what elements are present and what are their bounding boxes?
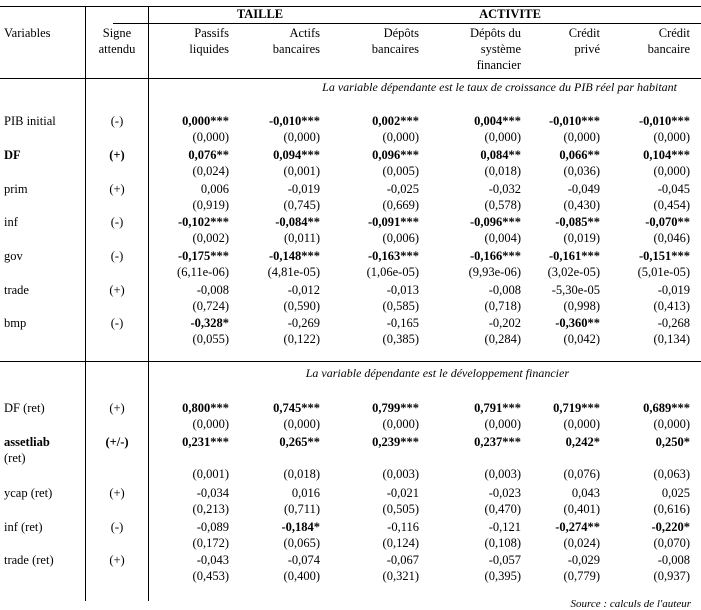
- coefficient-cell: 0,104***: [643, 148, 690, 162]
- coefficient-cell: -0,165: [386, 316, 419, 330]
- coefficient-cell: 0,799***: [372, 401, 419, 415]
- coefficient-cell: 0,265**: [279, 435, 320, 449]
- coefficient-cell: -0,274**: [555, 520, 600, 534]
- coefficient-cell: 0,002***: [372, 114, 419, 128]
- coefficient-cell: -0,148***: [268, 249, 320, 263]
- coefficient-cell: -0,008: [196, 283, 229, 297]
- pvalue-cell: (0,000): [382, 130, 419, 144]
- row-expected-sign: (-): [110, 316, 124, 330]
- pvalue-cell: (0,005): [382, 164, 419, 178]
- pvalue-cell: (0,063): [653, 467, 690, 481]
- column-header-line: financier: [476, 58, 521, 72]
- coefficient-cell: 0,237***: [474, 435, 521, 449]
- coefficient-cell: -0,023: [488, 486, 521, 500]
- group-header-taille: TAILLE: [236, 7, 284, 21]
- coefficient-cell: -0,269: [287, 316, 320, 330]
- column-header-line: système: [480, 42, 521, 56]
- column-header-line: privé: [574, 42, 600, 56]
- coefficient-cell: -0,091***: [367, 215, 419, 229]
- pvalue-cell: (0,000): [653, 130, 690, 144]
- row-expected-sign: (-): [110, 520, 124, 534]
- coefficient-cell: -0,021: [386, 486, 419, 500]
- pvalue-cell: (0,401): [563, 502, 600, 516]
- coefficient-cell: 0,745***: [273, 401, 320, 415]
- pvalue-cell: (0,470): [484, 502, 521, 516]
- group-header-activite: ACTIVITE: [479, 7, 541, 21]
- coefficient-cell: -0,049: [567, 182, 600, 196]
- row-expected-sign: (+/-): [105, 435, 129, 449]
- pvalue-cell: (0,004): [484, 231, 521, 245]
- column-header-line: Dépôts: [383, 26, 419, 40]
- coefficient-cell: -0,360**: [555, 316, 600, 330]
- pvalue-cell: (0,000): [192, 417, 229, 431]
- coefficient-cell: -0,074: [287, 553, 320, 567]
- pvalue-cell: (0,001): [192, 467, 229, 481]
- pvalue-cell: (0,585): [382, 299, 419, 313]
- coefficient-cell: -0,032: [488, 182, 521, 196]
- panel2-title: La variable dépendante est le développement financier: [305, 366, 569, 380]
- coefficient-cell: -0,025: [386, 182, 419, 196]
- coefficient-cell: -0,089: [196, 520, 229, 534]
- pvalue-cell: (1,06e-05): [366, 265, 419, 279]
- coefficient-cell: 0,689***: [643, 401, 690, 415]
- pvalue-cell: (0,055): [192, 332, 229, 346]
- pvalue-cell: (0,454): [653, 198, 690, 212]
- coefficient-cell: -0,175***: [177, 249, 229, 263]
- coefficient-cell: -0,045: [657, 182, 690, 196]
- coefficient-cell: -0,029: [567, 553, 600, 567]
- pvalue-cell: (0,001): [283, 164, 320, 178]
- pvalue-cell: (0,616): [653, 502, 690, 516]
- row-variable: ycap (ret): [4, 486, 53, 500]
- coefficient-cell: 0,076**: [188, 148, 229, 162]
- pvalue-cell: (0,919): [192, 198, 229, 212]
- coefficient-cell: -0,010***: [548, 114, 600, 128]
- header-rule: [113, 23, 701, 24]
- pvalue-cell: (4,81e-05): [267, 265, 320, 279]
- row-expected-sign: (-): [110, 215, 124, 229]
- coefficient-cell: -0,161***: [548, 249, 600, 263]
- row-expected-sign: (-): [110, 114, 124, 128]
- panel1-title: La variable dépendante est le taux de croissance du PIB réel par habitant: [322, 80, 677, 94]
- row-variable: trade (ret): [4, 553, 54, 567]
- pvalue-cell: (0,745): [283, 198, 320, 212]
- coefficient-cell: -0,163***: [367, 249, 419, 263]
- coefficient-cell: -0,184*: [281, 520, 320, 534]
- row-variable: DF: [4, 148, 21, 162]
- column-header-line: Crédit: [568, 26, 600, 40]
- pvalue-cell: (0,430): [563, 198, 600, 212]
- pvalue-cell: (0,122): [283, 332, 320, 346]
- coefficient-cell: -0,010***: [268, 114, 320, 128]
- pvalue-cell: (0,779): [563, 569, 600, 583]
- pvalue-cell: (0,036): [563, 164, 600, 178]
- row-expected-sign: (+): [109, 401, 125, 415]
- pvalue-cell: (0,019): [563, 231, 600, 245]
- pvalue-cell: (0,000): [192, 130, 229, 144]
- pvalue-cell: (0,003): [382, 467, 419, 481]
- column-header-line: bancaires: [272, 42, 320, 56]
- pvalue-cell: (0,213): [192, 502, 229, 516]
- column-header-line: Passifs: [194, 26, 229, 40]
- coefficient-cell: -0,013: [386, 283, 419, 297]
- coefficient-cell: -0,019: [287, 182, 320, 196]
- top-rule: [0, 6, 701, 7]
- coefficient-cell: 0,800***: [182, 401, 229, 415]
- row-variable: DF (ret): [4, 401, 45, 415]
- coefficient-cell: -0,034: [196, 486, 229, 500]
- pvalue-cell: (3,02e-05): [547, 265, 600, 279]
- pvalue-cell: (0,724): [192, 299, 229, 313]
- coefficient-cell: -0,012: [287, 283, 320, 297]
- coefficient-cell: 0,231***: [182, 435, 229, 449]
- pvalue-cell: (0,321): [382, 569, 419, 583]
- row-expected-sign: (+): [109, 182, 125, 196]
- coefficient-cell: 0,242*: [565, 435, 600, 449]
- pvalue-cell: (0,590): [283, 299, 320, 313]
- coefficient-cell: -0,121: [488, 520, 521, 534]
- pvalue-cell: (0,505): [382, 502, 419, 516]
- pvalue-cell: (0,024): [192, 164, 229, 178]
- coefficient-cell: -0,008: [657, 553, 690, 567]
- coefficient-cell: -0,008: [488, 283, 521, 297]
- pvalue-cell: (0,718): [484, 299, 521, 313]
- row-expected-sign: (+): [109, 486, 125, 500]
- coefficient-cell: 0,719***: [553, 401, 600, 415]
- coefficient-cell: -5,30e-05: [551, 283, 600, 297]
- pvalue-cell: (0,000): [653, 417, 690, 431]
- coefficient-cell: -0,151***: [638, 249, 690, 263]
- pvalue-cell: (0,284): [484, 332, 521, 346]
- pvalue-cell: (0,042): [563, 332, 600, 346]
- column-header-line: bancaires: [371, 42, 419, 56]
- pvalue-cell: (0,937): [653, 569, 690, 583]
- pvalue-cell: (0,011): [284, 231, 320, 245]
- pvalue-cell: (0,000): [382, 417, 419, 431]
- row-expected-sign: (+): [109, 283, 125, 297]
- column-header-line: bancaire: [647, 42, 690, 56]
- pvalue-cell: (0,172): [192, 536, 229, 550]
- pvalue-cell: (0,000): [484, 417, 521, 431]
- pvalue-cell: (0,018): [484, 164, 521, 178]
- coefficient-cell: -0,057: [488, 553, 521, 567]
- coefficient-cell: 0,084**: [480, 148, 521, 162]
- pvalue-cell: (0,578): [484, 198, 521, 212]
- coefficient-cell: -0,202: [488, 316, 521, 330]
- pvalue-cell: (0,669): [382, 198, 419, 212]
- header-signe-line: Signe: [102, 26, 132, 40]
- coefficient-cell: -0,070**: [645, 215, 690, 229]
- coefficient-cell: -0,043: [196, 553, 229, 567]
- pvalue-cell: (0,000): [653, 164, 690, 178]
- pvalue-cell: (0,024): [563, 536, 600, 550]
- pvalue-cell: (0,385): [382, 332, 419, 346]
- coefficient-cell: -0,010***: [638, 114, 690, 128]
- column-header-line: liquides: [189, 42, 229, 56]
- pvalue-cell: (0,413): [653, 299, 690, 313]
- coefficient-cell: -0,116: [387, 520, 419, 534]
- pvalue-cell: (9,93e-06): [468, 265, 521, 279]
- coefficient-cell: -0,220*: [651, 520, 690, 534]
- pvalue-cell: (0,046): [653, 231, 690, 245]
- coefficient-cell: 0,094***: [273, 148, 320, 162]
- row-variable: inf: [4, 215, 18, 229]
- pvalue-cell: (0,006): [382, 231, 419, 245]
- pvalue-cell: (0,134): [653, 332, 690, 346]
- panel-separator-rule: [0, 361, 701, 362]
- coefficient-cell: -0,019: [657, 283, 690, 297]
- pvalue-cell: (0,108): [484, 536, 521, 550]
- row-variable: inf (ret): [4, 520, 43, 534]
- column-header-line: Crédit: [658, 26, 690, 40]
- row-variable: PIB initial: [4, 114, 56, 128]
- row-expected-sign: (+): [109, 553, 125, 567]
- coefficient-cell: -0,085**: [555, 215, 600, 229]
- column-header-line: Dépôts du: [469, 26, 521, 40]
- source-note: Source : calculs de l'auteur: [570, 598, 691, 610]
- pvalue-cell: (0,002): [192, 231, 229, 245]
- pvalue-cell: (6,11e-06): [177, 265, 229, 279]
- row-variable: trade: [4, 283, 29, 297]
- pvalue-cell: (0,124): [382, 536, 419, 550]
- variables-column-divider: [85, 6, 86, 601]
- coefficient-cell: -0,096***: [469, 215, 521, 229]
- coefficient-cell: -0,102***: [177, 215, 229, 229]
- row-variable: prim: [4, 182, 28, 196]
- pvalue-cell: (0,070): [653, 536, 690, 550]
- pvalue-cell: (5,01e-05): [637, 265, 690, 279]
- coefficient-cell: 0,043: [571, 486, 600, 500]
- coefficient-cell: 0,239***: [372, 435, 419, 449]
- pvalue-cell: (0,065): [283, 536, 320, 550]
- row-variable: bmp: [4, 316, 27, 330]
- pvalue-cell: (0,018): [283, 467, 320, 481]
- row-expected-sign: (+): [109, 148, 125, 162]
- pvalue-cell: (0,000): [283, 130, 320, 144]
- pvalue-cell: (0,453): [192, 569, 229, 583]
- row-variable: gov: [4, 249, 23, 263]
- pvalue-cell: (0,076): [563, 467, 600, 481]
- pvalue-cell: (0,003): [484, 467, 521, 481]
- coefficient-cell: 0,066**: [559, 148, 600, 162]
- pvalue-cell: (0,998): [563, 299, 600, 313]
- coefficient-cell: 0,250*: [655, 435, 690, 449]
- header-variables: Variables: [4, 26, 51, 40]
- header-bottom-rule: [0, 78, 701, 79]
- coefficient-cell: -0,166***: [469, 249, 521, 263]
- pvalue-cell: (0,000): [283, 417, 320, 431]
- column-header-line: Actifs: [289, 26, 320, 40]
- coefficient-cell: -0,067: [386, 553, 419, 567]
- row-variable-line2: (ret): [4, 451, 26, 465]
- coefficient-cell: -0,084**: [275, 215, 320, 229]
- coefficient-cell: 0,006: [200, 182, 229, 196]
- coefficient-cell: 0,016: [291, 486, 320, 500]
- pvalue-cell: (0,000): [484, 130, 521, 144]
- coefficient-cell: 0,791***: [474, 401, 521, 415]
- coefficient-cell: 0,000***: [182, 114, 229, 128]
- pvalue-cell: (0,711): [284, 502, 320, 516]
- coefficient-cell: -0,268: [657, 316, 690, 330]
- pvalue-cell: (0,000): [563, 130, 600, 144]
- row-expected-sign: (-): [110, 249, 124, 263]
- coefficient-cell: 0,025: [661, 486, 690, 500]
- pvalue-cell: (0,000): [563, 417, 600, 431]
- pvalue-cell: (0,395): [484, 569, 521, 583]
- coefficient-cell: 0,096***: [372, 148, 419, 162]
- pvalue-cell: (0,400): [283, 569, 320, 583]
- header-signe-line: attendu: [98, 42, 136, 56]
- row-variable: assetliab: [4, 435, 50, 449]
- coefficient-cell: 0,004***: [474, 114, 521, 128]
- coefficient-cell: -0,328*: [190, 316, 229, 330]
